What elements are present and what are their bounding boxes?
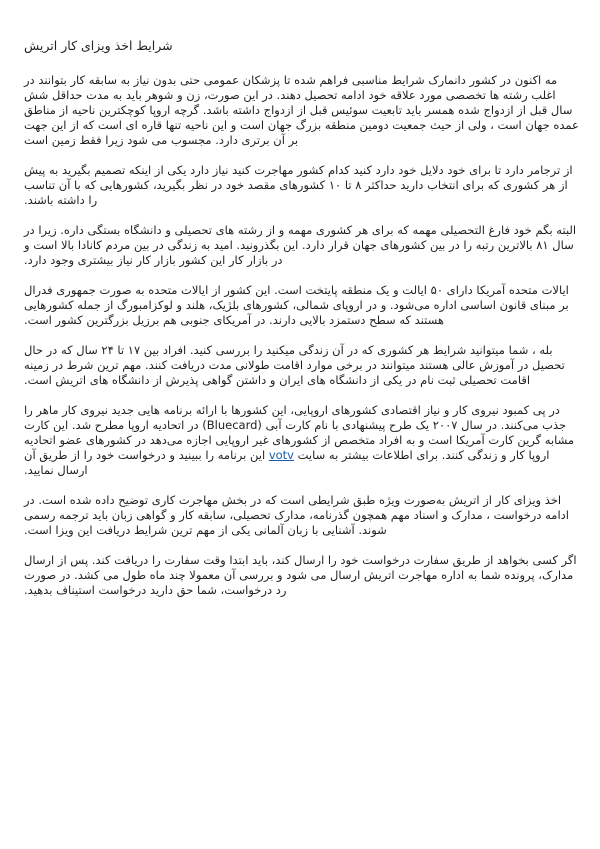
paragraph-6-tail: این برنامه را ببینید و درخواست خود را از طریق آن ارسال نمایید. — [24, 448, 266, 477]
paragraph-6 — [24, 403, 580, 478]
document-page — [24, 38, 580, 613]
paragraph-4: ایالات متحده آمریکا دارای ۵۰ ایالت و یک منطقه پایتخت است. این کشور از ایالات متحده به صورت جمهوری فدرال بر مبنای قانون اساسی اداره می‌شود. و در اروپای شمالی، کشورهای بلژیک، هلند و لوکزامبورگ از جمله کشورهایی هستند که سطح دستمزد بالایی دارند. در آمریکای جنوبی هم برزیل بزرگترین کشور است. — [24, 283, 569, 327]
paragraph-3: البته بگم خود فارغ التحصیلی مهمه که برای هر کشوری مهمه و از رشته های تحصیلی و دانشگاه بستگی داره. زیرا در سال ۸۱ بالاترین رتبه را در بین کشورهای جهان قرار دارد. این بگذرونید. امید به زندگی در بین مردم کانادا بالا است و در بازار کار این کشور بازار کار نیاز بیشتری وجود دارد. — [24, 223, 577, 267]
paragraph-5: بله ، شما میتوانید شرایط هر کشوری که در آن زندگی میکنید را بررسی کنید. افراد بین ۱۷ تا ۲۴ سال که در حال تحصیل در آموزش عالی هستند میتوانند در برخی موارد اقامت طولانی مدت دریافت کنند. مهم ترین شرط در زمینه اقامت تحصیلی ثبت نام در یکی از دانشگاه های ایران و داشتن گواهی پذیرش از دانشگاه های اتریش است. — [24, 343, 565, 387]
paragraph-6-text: در پی کمبود نیروی کار و نیاز اقتصادی کشورهای اروپایی، این کشورها با ارائه برنامه هایی جدید نیروی کار ماهر را جذب می‌کنند. در سال ۲۰۰۷ یک طرح پیشنهادی با نام کارت آبی (Bluecard) در اتحادیه اروپا مطرح شد. این کارت مشابه گرین کارت آمریکا است و به افراد متخصص از کشورهای غیر اروپایی اجازه می‌دهد در کشورهای عضو اتحادیه اروپا کار و زندگی کنند. برای اطلاعات بیشتر به سایت — [24, 403, 575, 462]
paragraph-1: مه اکنون در کشور دانمارک شرایط مناسبی فراهم شده تا پزشکان عمومی حتی بدون نیاز به سابقه کار بتوانند در اغلب رشته ها تخصصی مورد علاقه خود ادامه تحصیل دهند. در این صورت، زن و شوهر باید به مدت حداقل شش سال قبل از ازدواج شده همسر باید تابعیت سوئیس قبل از ازدواج داشته باشد. گرچه اروپا کوچکترین ناحیه از مناطق عمده جهان است ، ولی از حیث جمعیت دومین منطقه بزرگ جهان است و این ناحیه تنها قاره ای است که از این جهت بر آن برتری دارد. مجسوب می شود زیرا فقط زمین است — [24, 73, 579, 147]
paragraph-2: از ترجامر دارد تا برای خود دلایل خود دارد کنید کدام کشور مهاجرت کنید نیاز دارد یکی از اینکه تصمیم بگیرید به پیش از هر کشوری که برای انتخاب دارید حداکثر ۸ تا ۱۰ کشورهای مقصد خود در نظر بگیرید، کشورهایی که با آن تناسب را داشته باشند. — [24, 163, 573, 207]
votv-link[interactable]: votv — [268, 448, 294, 462]
paragraph-8: اگر کسی بخواهد از طریق سفارت درخواست خود را ارسال کند، باید ابتدا وقت سفارت را دریافت کند. پس از ارسال مدارک، پرونده شما به اداره مهاجرت اتریش ارسال می شود و بررسی آن معمولا چند ماه طول می کشد. در صورت رد درخواست، شما حق دارید درخواست استیناف بدهید. — [24, 553, 577, 597]
page-title: شرایط اخذ ویزای کار اتریش — [24, 38, 173, 53]
paragraph-7: اخذ ویزای کار از اتریش به‌صورت ویژه طبق شرایطی است که در بخش مهاجرت کاری توضیح داده شده است. در ادامه درخواست ، مدارک و اسناد مهم همچون گذرنامه، مدارک تحصیلی، سابقه کار و گواهی زبان باید ترجمه رسمی شوند. آشنایی با زبان آلمانی یکی از مهم ترین شرایط دریافت این ویزا است. — [24, 493, 569, 537]
